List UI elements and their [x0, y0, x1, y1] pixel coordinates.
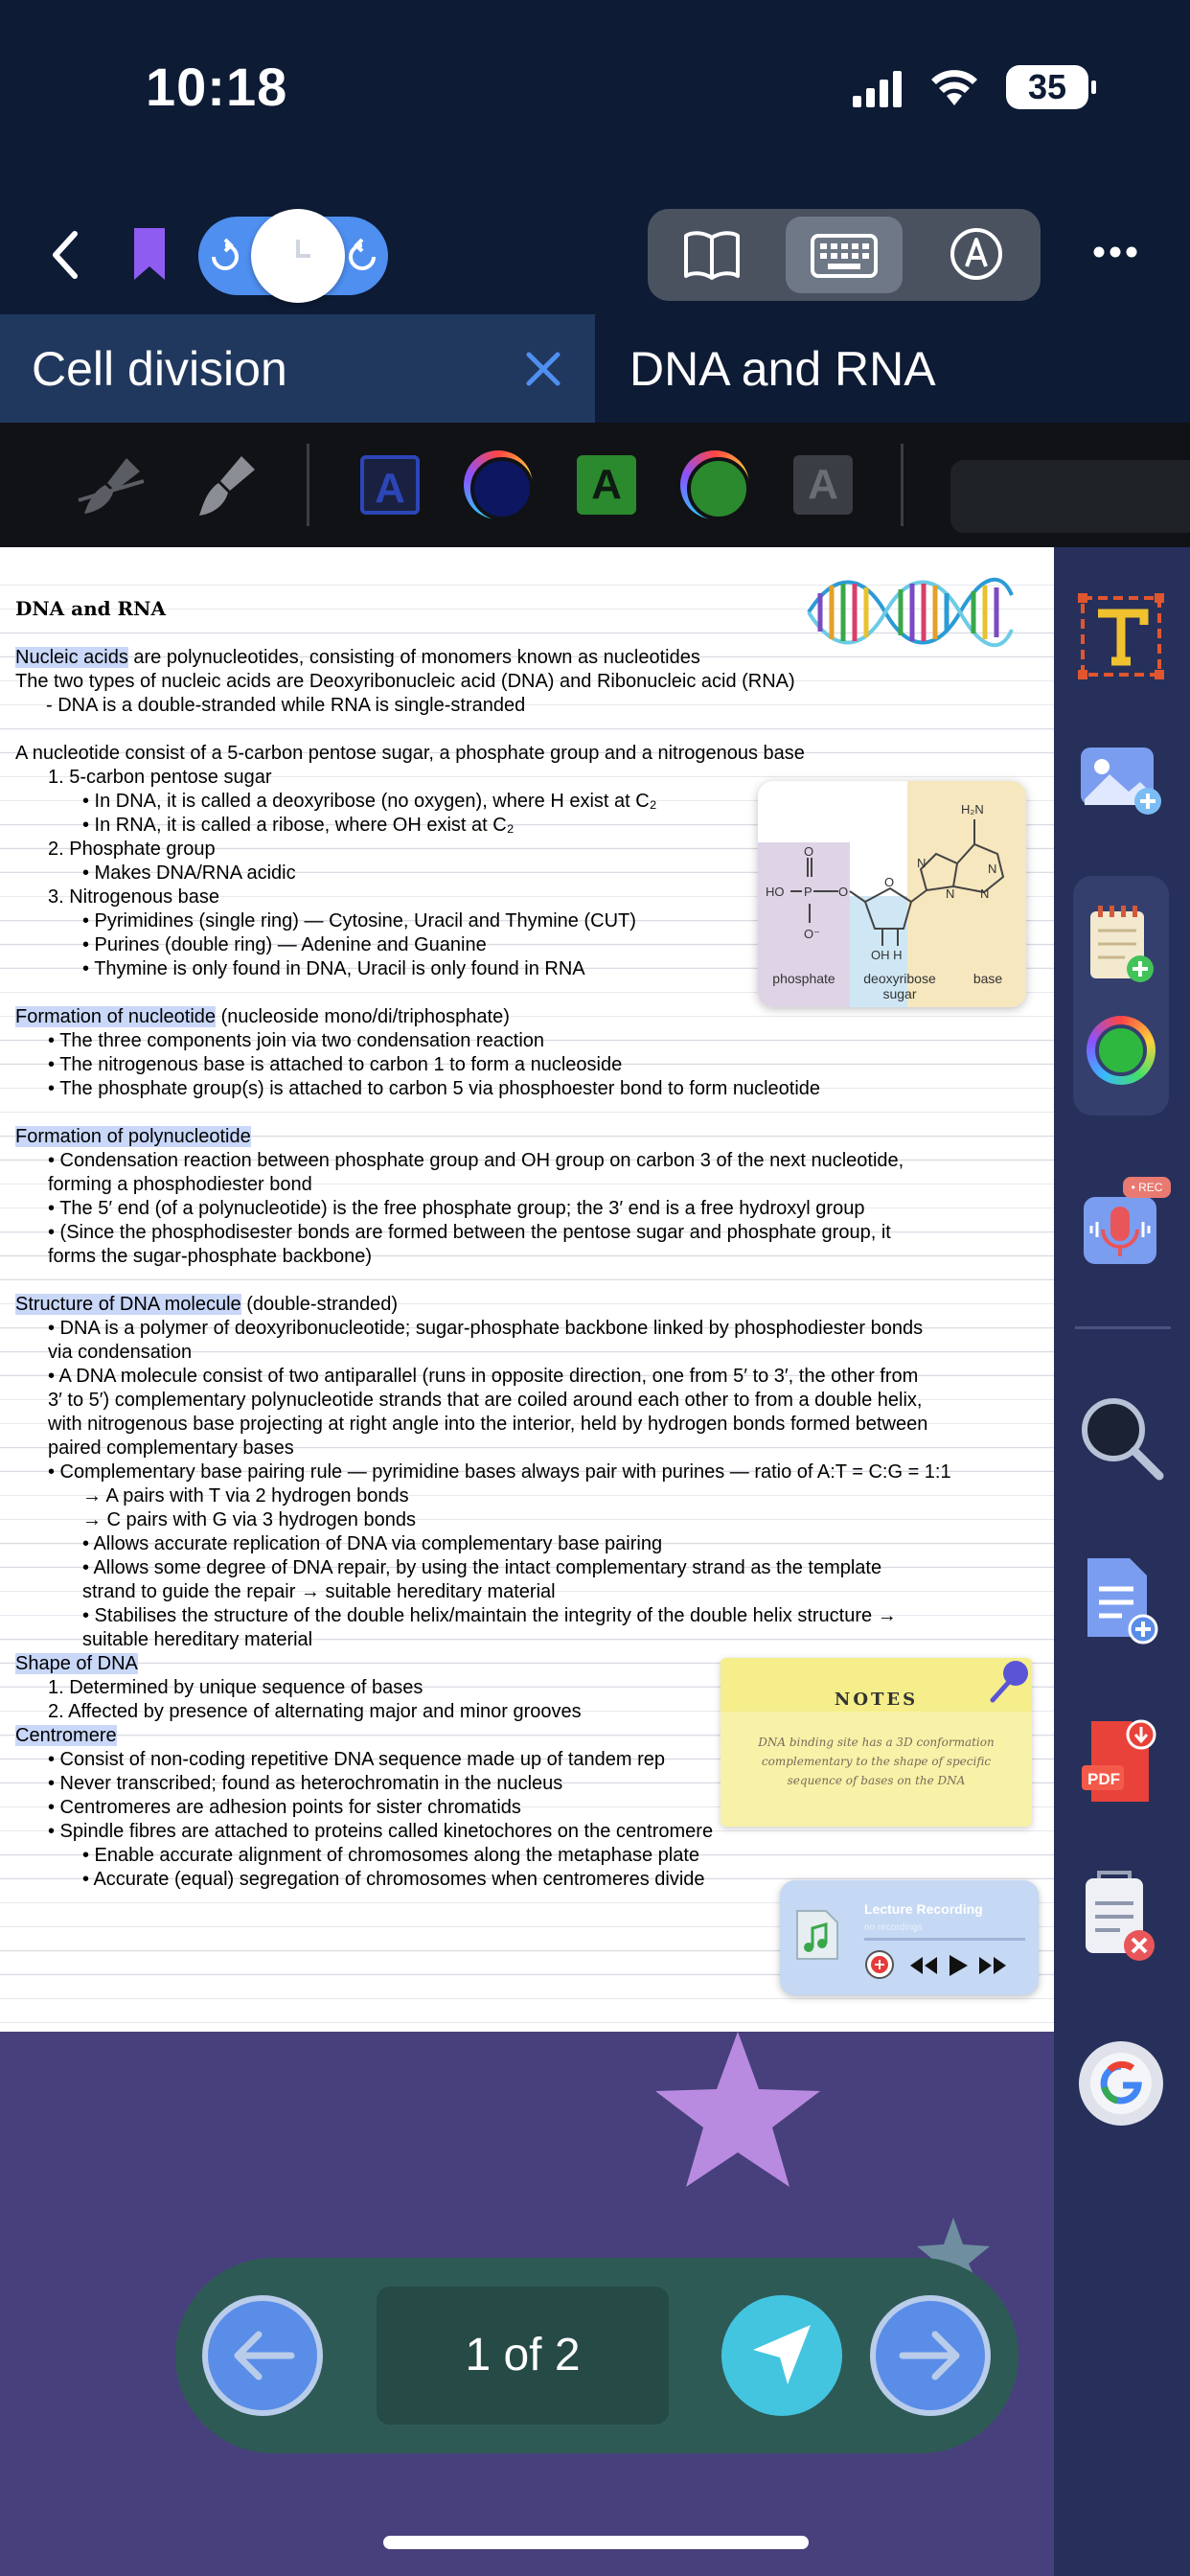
doc-line: suitable hereditary material: [82, 1629, 313, 1650]
pdf-download-icon: [1080, 1717, 1162, 1809]
close-tab-icon[interactable]: [525, 351, 561, 387]
bookmark-icon[interactable]: [132, 226, 167, 282]
more-options-icon[interactable]: [1092, 245, 1138, 259]
image-insert-icon: [1077, 742, 1165, 818]
annotation-options-field[interactable]: [950, 460, 1190, 533]
doc-line: • Complementary base pairing rule — pyrimidine bases always pair with purines — ratio of A:T = C:G = 1:1: [48, 1461, 951, 1483]
brush-disabled-icon[interactable]: [77, 452, 146, 521]
n-label: N: [917, 856, 927, 870]
doc-line: Formation of polynucleotide: [15, 1126, 251, 1147]
record-button-icon[interactable]: [864, 1949, 895, 1980]
doc-line: 3. Nitrogenous base: [48, 886, 220, 908]
doc-line: 1. Determined by unique sequence of bases: [48, 1677, 423, 1698]
tab-cell-division-label: Cell division: [32, 342, 287, 396]
doc-line: • (Since the phosphodisester bonds are formed between the pentose sugar and phosphate group, it: [48, 1222, 891, 1243]
recording-title: Lecture Recording: [864, 1901, 983, 1917]
google-search-tool[interactable]: [1073, 2036, 1169, 2131]
doc-line: • Condensation reaction between phosphate group and OH group on carbon 3 of the next nucleotide,: [48, 1150, 904, 1171]
dna-helix-image: [805, 576, 1016, 649]
doc-line: Nucleic acids are polynucleotides, consisting of monomers known as nucleotides: [15, 647, 700, 668]
doc-line: • Consist of non-coding repetitive DNA sequence made up of tandem rep: [48, 1749, 666, 1770]
recording-subtitle: no recordings: [864, 1922, 923, 1933]
doc-line: • A DNA molecule consist of two antiparallel (runs in opposite direction, one from 5′ to 3′, the other from: [48, 1366, 919, 1387]
doc-line: Structure of DNA molecule (double-stranded): [15, 1294, 399, 1315]
rewind-icon[interactable]: [908, 1955, 939, 1976]
sugar-label-2: sugar: [882, 986, 917, 1001]
o-link-label: O: [838, 885, 849, 899]
n-label: N: [988, 862, 997, 876]
undo-icon[interactable]: [208, 238, 242, 276]
doc-line: • Thymine is only found in DNA, Uracil is only found in RNA: [82, 958, 585, 979]
doc-line: • Makes DNA/RNA acidic: [82, 862, 296, 884]
doc-line: • Pyrimidines (single ring) — Cytosine, Uracil and Thymine (CUT): [82, 910, 636, 932]
doc-line: The two types of nucleic acids are Deoxyribonucleic acid (DNA) and Ribonucleic acid (RNA): [15, 671, 795, 692]
base-label: base: [973, 971, 1003, 986]
phosphate-label: phosphate: [772, 971, 835, 986]
doc-line: - DNA is a double-stranded while RNA is single-stranded: [46, 695, 526, 716]
toolbar-divider: [307, 444, 309, 526]
insert-image-tool[interactable]: [1073, 732, 1169, 828]
color-ring-dark-blue[interactable]: [464, 450, 533, 519]
doc-line: • Enable accurate alignment of chromosomes along the metaphase plate: [82, 1845, 700, 1866]
new-document-tool[interactable]: [1073, 1552, 1169, 1648]
redo-icon[interactable]: [345, 238, 379, 276]
doc-line: forms the sugar-phosphate backbone): [48, 1246, 372, 1267]
nh2-label: H₂N: [961, 802, 984, 816]
add-page-tool[interactable]: [1073, 897, 1169, 993]
document-title: DNA and RNA: [15, 597, 166, 620]
document-add-icon: [1080, 1554, 1162, 1646]
doc-line: via condensation: [48, 1342, 193, 1363]
doc-line: • In RNA, it is called a ribose, where OH exist at C₂: [82, 815, 515, 836]
notes-text: DNA binding site has a 3D conformation complementary to the shape of specific sequence of bases on the DNA: [758, 1736, 995, 1787]
rec-badge: • REC: [1123, 1177, 1171, 1198]
pin-icon[interactable]: [985, 1658, 1033, 1706]
color-wheel-icon: [1087, 1016, 1156, 1085]
doc-line: with nitrogenous base projecting at right angle into the interior, held by hydrogen bonds formed between: [48, 1414, 928, 1435]
back-chevron-icon[interactable]: [48, 230, 82, 280]
page-indicator[interactable]: 1 of 2: [377, 2287, 669, 2425]
doc-line: forming a phosphodiester bond: [48, 1174, 312, 1195]
o-label: O: [804, 844, 814, 859]
text-tool-icon: [1075, 590, 1167, 682]
o-minus-label: O⁻: [804, 927, 820, 941]
status-time: 10:18: [146, 57, 288, 117]
nucleotide-diagram[interactable]: [758, 781, 1026, 1007]
search-tool[interactable]: [1073, 1390, 1169, 1485]
recording-progress: [864, 1938, 1025, 1941]
doc-line: strand to guide the repair → suitable hereditary material: [82, 1581, 556, 1602]
fast-forward-icon[interactable]: [977, 1955, 1008, 1976]
clipboard-delete-icon: [1078, 1869, 1164, 1965]
doc-line: 2. Phosphate group: [48, 839, 216, 860]
doc-line: 3′ to 5′) complementary polynucleotide strands that are coiled around each other to from a double helix,: [48, 1390, 923, 1411]
history-clock-icon: [276, 234, 320, 278]
play-icon[interactable]: [947, 1953, 970, 1978]
doc-line: • Allows some degree of DNA repair, by using the intact complementary strand as the template: [82, 1557, 882, 1578]
google-icon: [1075, 2037, 1167, 2129]
doc-line: → C pairs with G via 3 hydrogen bonds: [82, 1509, 416, 1530]
doc-line: • The three components join via two condensation reaction: [48, 1030, 545, 1051]
doc-line: A nucleotide consist of a 5-carbon pentose sugar, a phosphate group and a nitrogenous base: [15, 743, 805, 764]
music-file-icon: [793, 1907, 841, 1963]
text-highlight-green[interactable]: A: [577, 455, 636, 515]
export-pdf-tool[interactable]: [1073, 1715, 1169, 1811]
doc-line: • The 5′ end (of a polynucleotide) is the free phosphate group; the 3′ end is a free hydroxyl group: [48, 1198, 865, 1219]
doc-line: Formation of nucleotide (nucleoside mono/di/triphosphate): [15, 1006, 510, 1027]
keyboard-icon[interactable]: [811, 234, 878, 278]
close-document-tool[interactable]: [1073, 1869, 1169, 1965]
notes-title: NOTES: [834, 1690, 919, 1710]
doc-line: • The phosphate group(s) is attached to carbon 5 via phosphoester bond to form nucleotide: [48, 1078, 821, 1099]
color-ring-green[interactable]: [680, 450, 749, 519]
n-label: N: [980, 886, 990, 901]
doc-line: 1. 5-carbon pentose sugar: [48, 767, 272, 788]
lecture-recording-widget[interactable]: [780, 1880, 1039, 1995]
arrow-right-icon: [897, 2329, 964, 2382]
oh-h-label: OH H: [871, 948, 903, 962]
doc-line: • Centromeres are adhesion points for sister chromatids: [48, 1797, 521, 1818]
doc-line: • Purines (double ring) — Adenine and Guanine: [82, 934, 487, 955]
n-label: N: [946, 886, 955, 901]
doc-line: Shape of DNA: [15, 1653, 138, 1674]
doc-line: • The nitrogenous base is attached to carbon 1 to form a nucleoside: [48, 1054, 623, 1075]
text-color-box-blue[interactable]: A: [360, 455, 420, 515]
doc-line: • Spindle fibres are attached to proteins called kinetochores on the centromere: [48, 1821, 714, 1842]
wifi-icon: [929, 67, 979, 107]
p-label: P: [804, 885, 812, 899]
pencil-mode-icon[interactable]: [949, 226, 1004, 282]
read-mode-book-icon[interactable]: [682, 228, 742, 282]
sidebar-divider: [1075, 1326, 1171, 1329]
doc-line: • DNA is a polymer of deoxyribonucleotide; sugar-phosphate backbone linked by phosphodiester bonds: [48, 1318, 924, 1339]
navigate-arrow-icon: [749, 2321, 816, 2390]
doc-line: • Never transcribed; found as heterochromatin in the nucleus: [48, 1773, 563, 1794]
text-style-disabled[interactable]: A: [793, 455, 853, 515]
doc-line: • Stabilises the structure of the double helix/maintain the integrity of the double helix structure →: [82, 1605, 897, 1626]
doc-line: • Accurate (equal) segregation of chromosomes when centromeres divide: [82, 1869, 705, 1890]
tab-dna-and-rna-label: DNA and RNA: [629, 342, 936, 396]
battery-indicator: 35: [1006, 65, 1088, 109]
pdf-label: PDF: [1087, 1770, 1120, 1788]
doc-line: • In DNA, it is called a deoxyribose (no oxygen), where H exist at C₂: [82, 791, 657, 812]
search-icon: [1075, 1392, 1167, 1484]
color-picker-tool[interactable]: [1073, 1002, 1169, 1098]
home-indicator[interactable]: [383, 2536, 809, 2549]
star-sticker-icon: [652, 2028, 824, 2191]
arrow-left-icon: [230, 2329, 297, 2382]
doc-line: 2. Affected by presence of alternating major and minor grooves: [48, 1701, 582, 1722]
brush-icon[interactable]: [195, 452, 259, 521]
cellular-signal-icon: [853, 69, 904, 107]
text-box-tool[interactable]: [1073, 588, 1169, 684]
ring-o-label: O: [884, 875, 895, 889]
doc-line: • Allows accurate replication of DNA via complementary base pairing: [82, 1533, 663, 1554]
sugar-label-1: deoxyribose: [863, 971, 936, 986]
doc-line: Centromere: [15, 1725, 117, 1746]
doc-line: paired complementary bases: [48, 1438, 294, 1459]
ho-label: HO: [766, 885, 785, 899]
notepad-add-icon: [1083, 902, 1159, 988]
doc-line: → A pairs with T via 2 hydrogen bonds: [82, 1485, 409, 1506]
toolbar-divider: [901, 444, 904, 526]
